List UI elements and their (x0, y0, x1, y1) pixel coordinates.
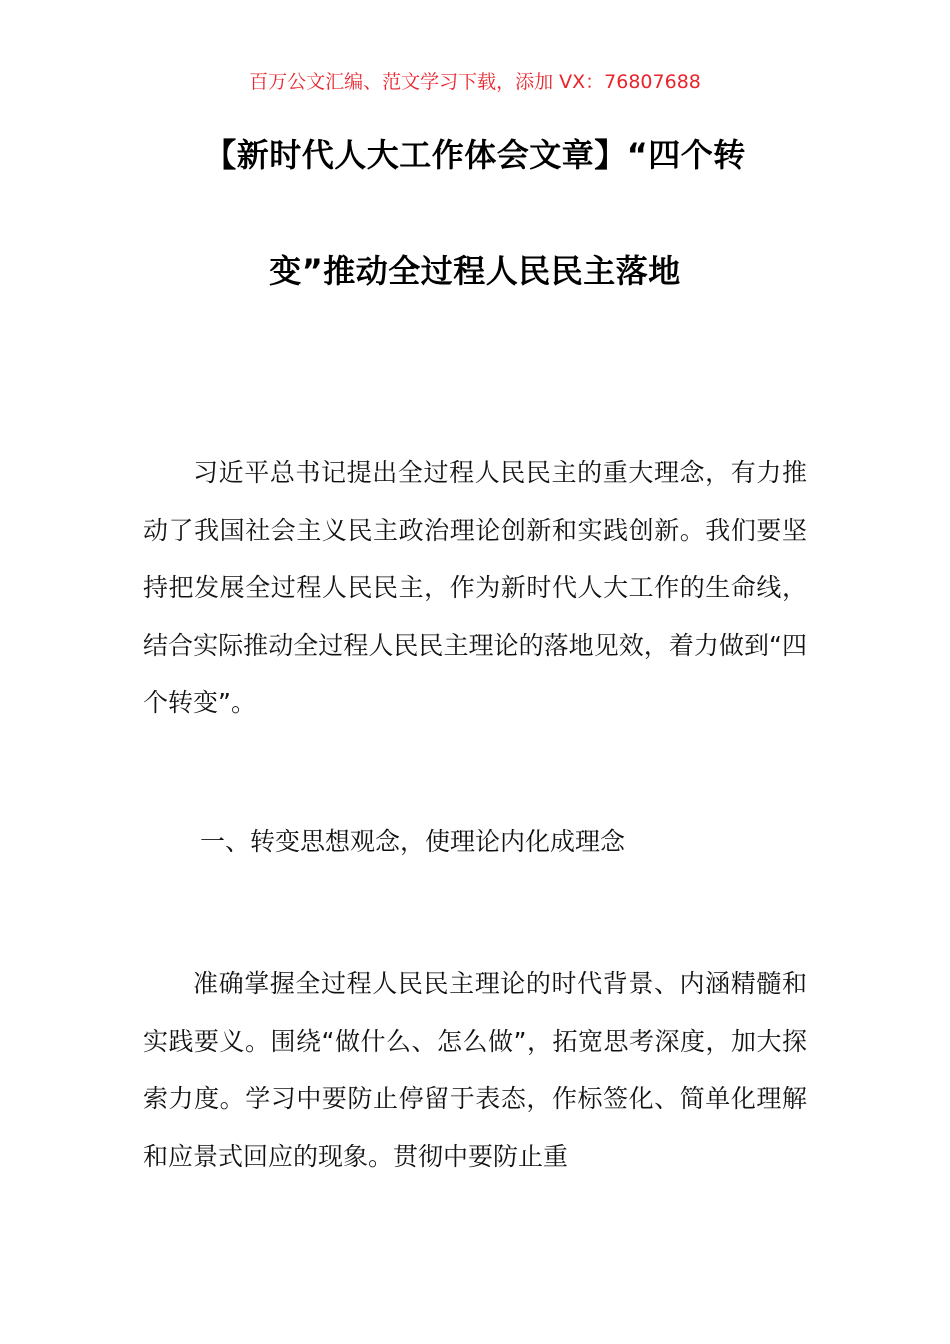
intro-paragraph: 习近平总书记提出全过程人民民主的重大理念，有力推动了我国社会主义民主政治理论创新和实践创新。我们要坚持把发展全过程人民民主，作为新时代人大工作的生命线，结合实际推动全过程人民民主理论的落地见效，着力做到“四个转变”。 (143, 458, 807, 717)
document-title-line-2: 变”推动全过程人民民主落地 (269, 252, 681, 290)
document-title-line-1: 【新时代人大工作体会文章】“四个转 (204, 136, 746, 174)
section-heading-1: 一、转变思想观念，使理论内化成理念 (200, 827, 626, 856)
section-1-paragraph: 准确掌握全过程人民民主理论的时代背景、内涵精髓和实践要义。围绕“做什么、怎么做”，拓宽思考深度，加大探索力度。学习中要防止停留于表态，作标签化、简单化理解和应景式回应的现象。贯彻中要防止重 (143, 969, 807, 1171)
watermark-banner: 百万公文汇编、范文学习下载，添加 VX：76807688 (249, 71, 701, 93)
